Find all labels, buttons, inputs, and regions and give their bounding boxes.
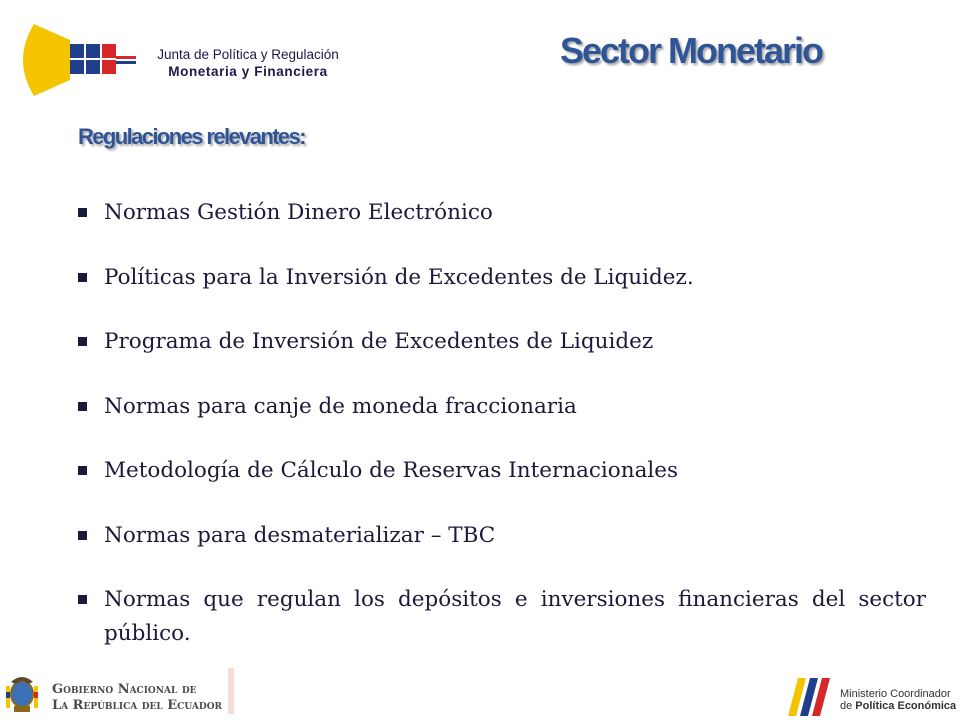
bullet-square-icon (78, 531, 87, 540)
regulations-list (78, 196, 926, 651)
ecuador-crest-icon (2, 668, 42, 716)
list-item (78, 583, 926, 651)
list-item (78, 261, 926, 295)
list-item (78, 325, 926, 359)
organization-name (142, 46, 354, 80)
ministry-line-2 (840, 700, 956, 712)
junta-logo-icon (12, 20, 142, 100)
list-item-text: Metodología de Cálculo de Reservas Internacionales (104, 458, 679, 483)
bullet-square-icon (78, 595, 87, 604)
list-item-text: Normas que regulan los depósitos e inversiones financieras del sector público. (104, 587, 926, 646)
government-line-2: La República del Ecuador (52, 698, 223, 713)
list-item-text: Programa de Inversión de Excedentes de Liquidez (104, 329, 654, 354)
ministry-line-2-prefix: de (840, 700, 856, 712)
org-line-2: Monetaria y Financiera (168, 64, 328, 79)
list-item (78, 196, 926, 230)
slide-title: Sector Monetario (560, 30, 823, 71)
bullet-square-icon (78, 208, 87, 217)
list-item (78, 390, 926, 424)
bullet-square-icon (78, 273, 87, 282)
ministry-footer (780, 668, 960, 720)
section-title: Regulaciones relevantes: (78, 124, 305, 149)
list-item-text: Normas para desmaterializar – TBC (104, 522, 496, 548)
footer-divider (228, 668, 234, 714)
ministry-line-2-bold: Política Económica (855, 700, 957, 712)
list-item-text: Normas Gestión Dinero Electrónico (104, 200, 493, 225)
bullet-square-icon (78, 466, 87, 475)
government-footer (2, 668, 238, 718)
org-line-1: Junta de Política y Regulación (157, 47, 339, 62)
government-line-1: Gobierno Nacional de (52, 682, 197, 697)
government-name (52, 682, 222, 714)
list-item (78, 519, 926, 553)
bullet-square-icon (78, 402, 87, 411)
ministry-name (840, 688, 956, 712)
list-item-text: Normas para canje de moneda fraccionaria (104, 393, 577, 419)
ministry-line-1: Ministerio Coordinador (840, 688, 951, 700)
list-item-text: Políticas para la Inversión de Excedentes de Liquidez. (104, 264, 694, 290)
list-item (78, 454, 926, 488)
bullet-square-icon (78, 337, 87, 346)
ministry-logo-icon (784, 674, 836, 716)
